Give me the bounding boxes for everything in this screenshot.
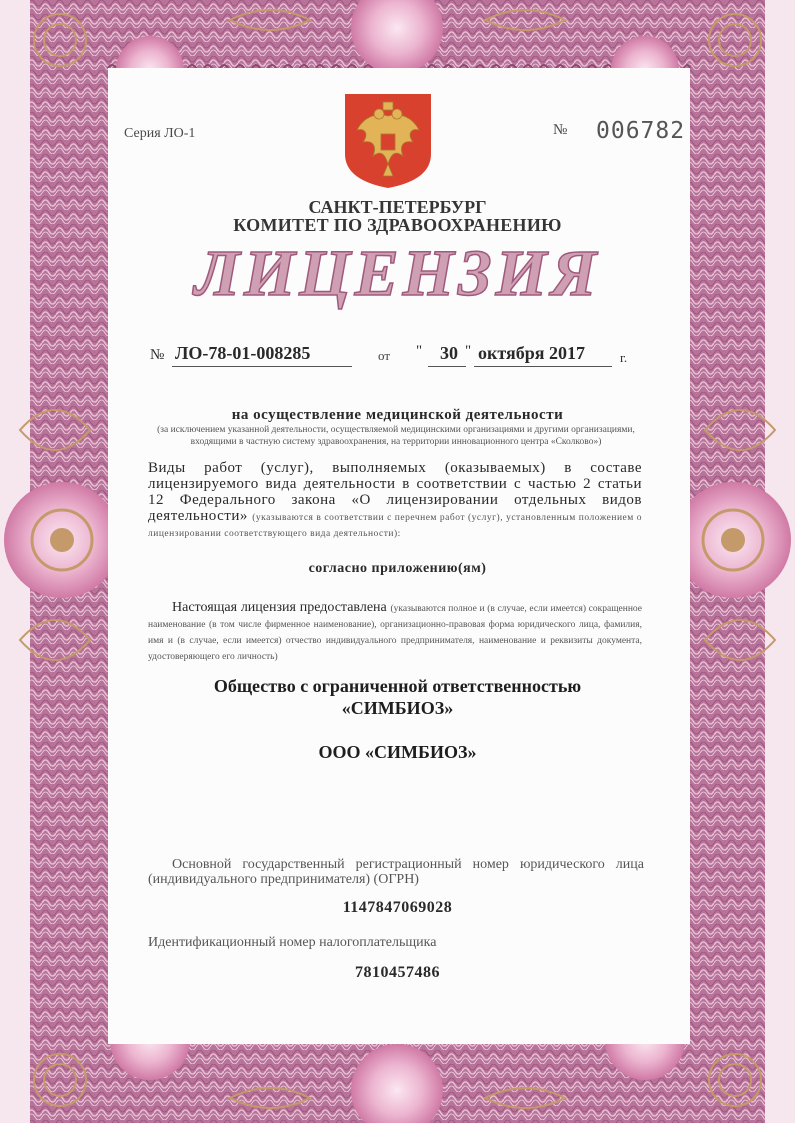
date-open-quote: " — [416, 343, 423, 359]
granted-text: Настоящая лицензия предоставлена — [172, 600, 387, 615]
serial-number-label: № — [553, 122, 568, 138]
granted-note: (указываются полное и (в случае, если имеется) сокращенное наименование (в том числе фирменное наименование), организационно-правовая форма юридического лица, фамилия, имя и (в случае, если имеется) отчество индивидуального предпринимателя, наименование и реквизиты документа, удостоверяющего его личность) — [148, 604, 642, 662]
license-day: 30 — [440, 343, 458, 363]
inn-value: 7810457486 — [355, 964, 440, 981]
ogrn-label: Основной государственный регистрационный номер юридического лица (индивидуального предпринимателя) (ОГРН) — [148, 857, 644, 887]
activity-exclusion-note: (за исключением указанной деятельности, осуществляемой медицинскими организациями и другими организациями, входящими в частную систему здравоохранения, на территории инновационного центра «Сколково») — [157, 425, 635, 447]
organization-short-name: ООО «СИМБИОЗ» — [318, 742, 477, 762]
license-number-underline — [172, 366, 352, 367]
appendix-reference: согласно приложению(ям) — [308, 561, 487, 576]
works-text: Виды работ (услуг), выполняемых (оказываемых) в составе лицензируемого вида деятельности в соответствии с частью 2 статьи 12 Федерального закона «О лицензировании отдельных видов деятельности» — [148, 460, 642, 524]
year-suffix: г. — [620, 350, 628, 365]
license-number: ЛО-78-01-008285 — [175, 343, 311, 363]
ogrn-value: 1147847069028 — [342, 899, 453, 916]
series-label: Серия ЛО-1 — [124, 126, 196, 141]
granted-paragraph — [148, 600, 642, 664]
date-from-label: от — [378, 348, 391, 363]
organization-name: «СИМБИОЗ» — [341, 698, 454, 718]
month-underline — [474, 366, 612, 367]
activity-heading: на осуществление медицинской деятельности — [231, 407, 564, 423]
works-paragraph — [148, 460, 642, 540]
license-month-year: октября 2017 — [478, 343, 585, 363]
license-number-label: № — [150, 347, 165, 363]
day-underline — [428, 366, 466, 367]
serial-number: 006782 — [596, 118, 686, 144]
works-note: (указываются в соответствии с перечнем работ (услуг), установленным положением о лицензировании соответствующего вида деятельности): — [148, 513, 643, 539]
russian-coat-of-arms-icon — [345, 94, 431, 188]
committee-heading: КОМИТЕТ ПО ЗДРАВООХРАНЕНИЮ — [233, 215, 562, 235]
document-title: ЛИЦЕНЗИЯ — [194, 237, 601, 310]
organization-full-name: Общество с ограниченной ответственностью — [213, 676, 582, 696]
inn-label: Идентификационный номер налогоплательщика — [148, 935, 437, 950]
city-heading: САНКТ-ПЕТЕРБУРГ — [308, 197, 487, 217]
date-close-quote: " — [465, 343, 472, 359]
